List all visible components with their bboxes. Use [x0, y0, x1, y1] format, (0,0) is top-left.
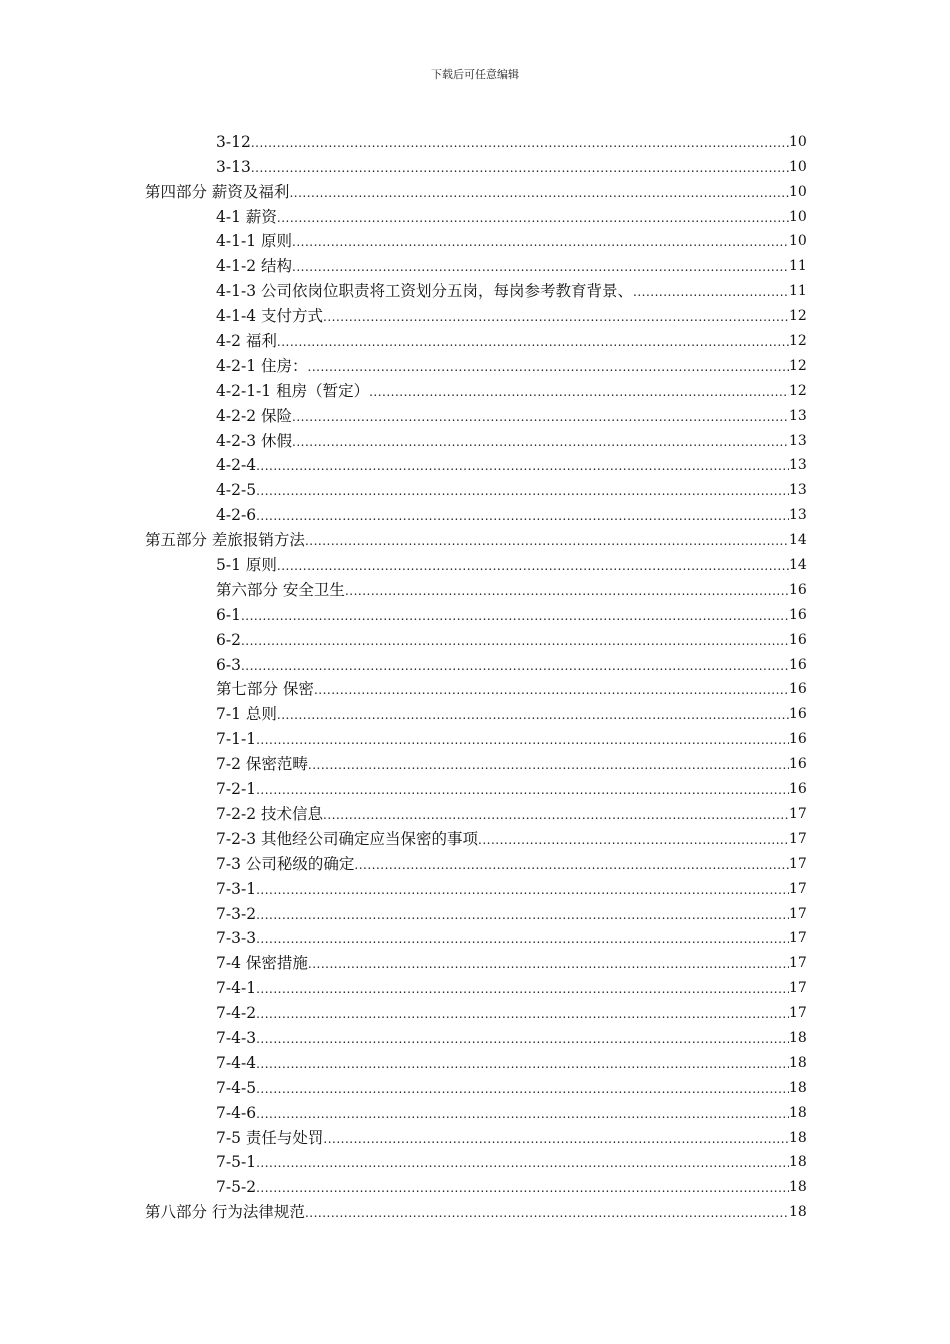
toc-entry[interactable] [0, 1122, 950, 1147]
toc-leader-dots [354, 859, 789, 871]
toc-entry[interactable] [0, 350, 950, 375]
toc-entry[interactable] [0, 300, 950, 325]
toc-entry-label: 7-5-2 [216, 1178, 257, 1197]
toc-leader-dots [292, 236, 789, 248]
toc-entry[interactable] [0, 450, 950, 475]
toc-entry-page-number: 18 [789, 1079, 807, 1096]
toc-entry[interactable] [0, 1196, 950, 1221]
toc-entry-label: 7-4-3 [216, 1028, 257, 1047]
toc-leader-dots [256, 460, 789, 472]
toc-leader-dots [478, 834, 789, 846]
toc-entry-label: 7-4-6 [216, 1103, 257, 1122]
toc-leader-dots [292, 261, 789, 273]
toc-entry[interactable] [0, 1147, 950, 1172]
toc-entry-page-number: 13 [789, 457, 807, 474]
toc-leader-dots [241, 660, 789, 672]
toc-entry-page-number: 16 [789, 706, 807, 723]
toc-entry[interactable] [0, 375, 950, 400]
toc-entry-page-number: 14 [789, 532, 807, 549]
toc-entry-label: 7-2-2 技术信息 [216, 804, 323, 823]
toc-entry-page-number: 16 [789, 631, 807, 648]
toc-leader-dots [251, 162, 789, 174]
toc-entry-label: 7-4-2 [216, 1004, 257, 1023]
toc-entry-label: 7-4-1 [216, 979, 257, 998]
toc-leader-dots [256, 983, 789, 995]
toc-entry-page-number: 16 [789, 781, 807, 798]
toc-leader-dots [305, 1207, 789, 1219]
toc-leader-dots [251, 137, 789, 149]
toc-leader-dots [277, 212, 789, 224]
toc-leader-dots [241, 635, 789, 647]
toc-entry-page-number: 11 [789, 258, 807, 275]
toc-leader-dots [256, 1108, 789, 1120]
toc-entry[interactable] [0, 923, 950, 948]
toc-entry-label: 第六部分 安全卫生 [216, 580, 345, 599]
toc-leader-dots [277, 560, 789, 572]
toc-entry-page-number: 17 [789, 905, 807, 922]
toc-entry-page-number: 10 [789, 208, 807, 225]
toc-entry-label: 3-13 [216, 157, 251, 176]
toc-entry-label: 7-4 保密措施 [216, 954, 308, 973]
toc-entry-label: 4-2-4 [216, 456, 257, 475]
toc-entry[interactable] [0, 250, 950, 275]
toc-entry-page-number: 16 [789, 756, 807, 773]
toc-entry[interactable] [0, 1072, 950, 1097]
toc-leader-dots [256, 1033, 789, 1045]
toc-entry-label: 6-1 [216, 605, 241, 624]
toc-leader-dots [256, 510, 789, 522]
toc-entry[interactable] [0, 773, 950, 798]
toc-entry[interactable] [0, 624, 950, 649]
toc-leader-dots [305, 535, 789, 547]
toc-entry-page-number: 14 [789, 557, 807, 574]
toc-entry-label: 4-1-2 结构 [216, 257, 292, 276]
toc-entry-page-number: 13 [789, 507, 807, 524]
toc-entry-label: 4-2-1 住房： [216, 356, 308, 375]
toc-entry-label: 7-4-5 [216, 1078, 257, 1097]
toc-entry-page-number: 12 [789, 308, 807, 325]
toc-entry-page-number: 17 [789, 805, 807, 822]
toc-entry[interactable] [0, 474, 950, 499]
toc-entry-label: 7-1 总则 [216, 705, 277, 724]
toc-leader-dots [256, 933, 789, 945]
toc-leader-dots [308, 759, 789, 771]
toc-entry[interactable] [0, 1171, 950, 1196]
toc-entry[interactable] [0, 549, 950, 574]
toc-entry-page-number: 16 [789, 731, 807, 748]
toc-leader-dots [289, 187, 789, 199]
toc-entry-page-number: 18 [789, 1204, 807, 1221]
toc-entry-label: 4-2-1-1 租房（暂定） [216, 381, 370, 400]
toc-entry-label: 7-5 责任与处罚 [216, 1128, 324, 1147]
toc-leader-dots [256, 1083, 789, 1095]
toc-entry-page-number: 18 [789, 1179, 807, 1196]
toc-leader-dots [314, 684, 789, 696]
toc-entry-page-number: 12 [789, 382, 807, 399]
toc-entry-label: 4-1 薪资 [216, 207, 277, 226]
toc-entry[interactable] [0, 1047, 950, 1072]
toc-entry-label: 4-1-4 支付方式 [216, 307, 323, 326]
toc-leader-dots [256, 734, 789, 746]
toc-entry[interactable] [0, 798, 950, 823]
toc-leader-dots [256, 784, 789, 796]
toc-leader-dots [292, 411, 789, 423]
toc-entry-label: 第八部分 行为法律规范 [145, 1203, 305, 1222]
toc-entry-label: 4-1-3 公司依岗位职责将工资划分五岗，每岗参考教育背景、 [216, 282, 633, 301]
toc-entry-label: 第五部分 差旅报销方法 [145, 531, 305, 550]
toc-entry-page-number: 17 [789, 980, 807, 997]
toc-entry-page-number: 16 [789, 606, 807, 623]
toc-entry-label: 7-3-3 [216, 929, 257, 948]
toc-entry-label: 7-3-1 [216, 879, 257, 898]
toc-entry-page-number: 10 [789, 233, 807, 250]
toc-entry[interactable] [0, 275, 950, 300]
toc-entry[interactable] [0, 848, 950, 873]
toc-entry[interactable] [0, 1022, 950, 1047]
toc-leader-dots [633, 286, 789, 298]
toc-entry-label: 7-2-1 [216, 780, 257, 799]
toc-leader-dots [277, 709, 789, 721]
toc-leader-dots [241, 610, 789, 622]
toc-entry-label: 4-2-3 休假 [216, 431, 292, 450]
toc-entry[interactable] [0, 997, 950, 1022]
toc-leader-dots [256, 1058, 789, 1070]
toc-leader-dots [292, 436, 789, 448]
toc-entry[interactable] [0, 748, 950, 773]
toc-entry[interactable] [0, 201, 950, 226]
toc-entry[interactable] [0, 325, 950, 350]
toc-entry-label: 4-2 福利 [216, 332, 277, 351]
toc-entry-page-number: 18 [789, 1104, 807, 1121]
toc-entry-page-number: 17 [789, 955, 807, 972]
toc-leader-dots [308, 361, 790, 373]
toc-entry-page-number: 17 [789, 1005, 807, 1022]
toc-entry-page-number: 12 [789, 333, 807, 350]
toc-entry-label: 7-5-1 [216, 1153, 257, 1172]
toc-entry[interactable] [0, 723, 950, 748]
toc-entry-page-number: 17 [789, 855, 807, 872]
toc-entry-label: 7-2-3 其他经公司确定应当保密的事项 [216, 829, 478, 848]
toc-leader-dots [369, 386, 789, 398]
toc-entry-page-number: 13 [789, 432, 807, 449]
toc-entry-label: 7-2 保密范畴 [216, 755, 308, 774]
toc-entry[interactable] [0, 823, 950, 848]
toc-entry-page-number: 18 [789, 1154, 807, 1171]
toc-entry-label: 7-3 公司秘级的确定 [216, 854, 355, 873]
toc-leader-dots [256, 909, 789, 921]
toc-entry-page-number: 10 [789, 183, 807, 200]
toc-entry-label: 7-4-4 [216, 1053, 257, 1072]
toc-entry[interactable] [0, 226, 950, 251]
page-header: 下载后可任意编辑 [431, 68, 519, 81]
toc-entry-page-number: 10 [789, 158, 807, 175]
toc-entry[interactable] [0, 947, 950, 972]
toc-entry-page-number: 17 [789, 930, 807, 947]
toc-entry[interactable] [0, 898, 950, 923]
toc-entry-page-number: 17 [789, 880, 807, 897]
toc-entry[interactable] [0, 972, 950, 997]
toc-entry-label: 7-1-1 [216, 730, 257, 749]
toc-entry-label: 6-2 [216, 630, 241, 649]
toc-entry[interactable] [0, 499, 950, 524]
toc-entry[interactable] [0, 151, 950, 176]
toc-entry-page-number: 13 [789, 482, 807, 499]
toc-entry-page-number: 16 [789, 656, 807, 673]
toc-entry[interactable] [0, 873, 950, 898]
toc-entry-label: 6-3 [216, 655, 241, 674]
toc-entry-page-number: 13 [789, 407, 807, 424]
toc-leader-dots [323, 1133, 789, 1145]
toc-leader-dots [256, 1008, 789, 1020]
toc-entry-page-number: 18 [789, 1054, 807, 1071]
toc-leader-dots [256, 884, 789, 896]
toc-entry-label: 4-2-5 [216, 481, 257, 500]
toc-entry[interactable] [0, 176, 950, 201]
toc-entry[interactable] [0, 674, 950, 699]
toc-entry-page-number: 16 [789, 681, 807, 698]
toc-entry[interactable] [0, 1097, 950, 1122]
toc-entry-page-number: 18 [789, 1029, 807, 1046]
toc-entry-label: 4-1-1 原则 [216, 232, 292, 251]
toc-entry-page-number: 10 [789, 133, 807, 150]
toc-leader-dots [323, 809, 789, 821]
toc-leader-dots [256, 485, 789, 497]
toc-entry[interactable] [0, 649, 950, 674]
toc-entry-label: 5-1 原则 [216, 556, 277, 575]
toc-entry-page-number: 17 [789, 830, 807, 847]
toc-entry[interactable] [0, 524, 950, 549]
toc-entry-label: 第七部分 保密 [216, 680, 314, 699]
toc-entry-label: 第四部分 薪资及福利 [145, 182, 290, 201]
toc-entry[interactable] [0, 698, 950, 723]
toc-leader-dots [323, 311, 789, 323]
toc-leader-dots [345, 585, 789, 597]
toc-entry-label: 3-12 [216, 132, 251, 151]
toc-entry-label: 4-2-6 [216, 506, 257, 525]
toc-entry[interactable] [0, 574, 950, 599]
toc-entry[interactable] [0, 425, 950, 450]
toc-leader-dots [277, 336, 789, 348]
toc-entry[interactable] [0, 599, 950, 624]
toc-entry-page-number: 12 [789, 357, 807, 374]
toc-entry-label: 7-3-2 [216, 904, 257, 923]
toc-leader-dots [256, 1157, 789, 1169]
toc-entry-page-number: 11 [789, 283, 807, 300]
toc-entry-page-number: 18 [789, 1129, 807, 1146]
toc-entry[interactable] [0, 400, 950, 425]
toc-entry-page-number: 16 [789, 581, 807, 598]
toc-entry-label: 4-2-2 保险 [216, 406, 292, 425]
toc-entry[interactable] [0, 126, 950, 151]
toc-leader-dots [256, 1182, 789, 1194]
table-of-contents [0, 126, 950, 1221]
toc-leader-dots [308, 958, 789, 970]
